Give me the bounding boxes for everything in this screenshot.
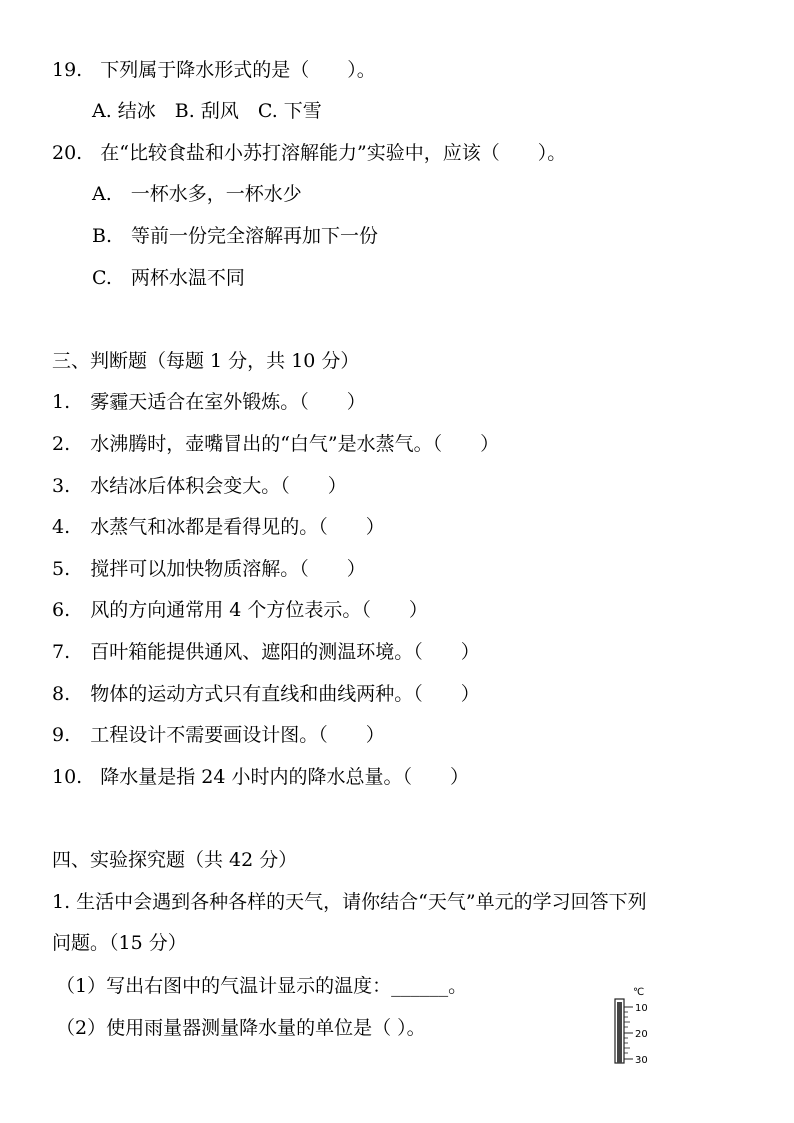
item-text: 水蒸气和冰都是看得见的。（ ） (90, 516, 385, 538)
question-number: 19. (52, 59, 83, 81)
item-number: 4. (52, 516, 71, 538)
question-19-options: A. 结冰 B. 刮风 C. 下雪 (92, 100, 322, 122)
experiment-q1-line2: 问题。（15 分） (52, 932, 187, 954)
judgement-item (52, 765, 469, 789)
item-number: 1. (52, 391, 71, 413)
item-number: 2. (52, 433, 71, 455)
judgement-item (52, 474, 347, 498)
item-number: 6. (52, 599, 71, 621)
experiment-q1-line1: 1. 生活中会遇到各种各样的天气，请你结合“天气”单元的学习回答下列 (52, 891, 647, 913)
item-text: 雾霾天适合在室外锻炼。（ ） (90, 391, 366, 413)
item-text: 风的方向通常用 4 个方位表示。（ ） (90, 599, 428, 621)
tick-label: 30 (635, 1055, 648, 1065)
judgement-item (52, 432, 499, 456)
question-number: 20. (52, 142, 83, 164)
item-text: 水沸腾时，壶嘴冒出的“白气”是水蒸气。（ ） (90, 433, 500, 455)
thermometer-unit: ℃ (633, 987, 645, 998)
option-b: B. 等前一份完全溶解再加下一份 (92, 225, 379, 247)
item-text: 搅拌可以加快物质溶解。（ ） (90, 558, 366, 580)
item-text: 水结冰后体积会变大。（ ） (90, 475, 347, 497)
tick-label: 20 (635, 1029, 648, 1040)
item-number: 8. (52, 683, 71, 705)
tick-label: 10 (635, 1003, 648, 1014)
item-text: 百叶箱能提供通风、遮阳的测温环境。（ ） (90, 641, 480, 663)
item-number: 5. (52, 558, 71, 580)
section-title-experiment: 四、实验探究题（共 42 分） (52, 849, 298, 871)
item-number: 10. (52, 766, 83, 788)
item-number: 9. (52, 724, 71, 746)
judgement-item (52, 557, 366, 581)
option-a: A. 一杯水多，一杯水少 (92, 183, 302, 205)
thermometer-icon (607, 985, 667, 1065)
section-title-judgement: 三、判断题（每题 1 分，共 10 分） (52, 350, 360, 372)
thermometer-figure (607, 985, 667, 1065)
judgement-item (52, 640, 480, 664)
judgement-item (52, 515, 385, 539)
item-number: 7. (52, 641, 71, 663)
sub-question-2: （2）使用雨量器测量降水量的单位是（ ）。 (56, 1017, 426, 1039)
judgement-item (52, 723, 385, 747)
judgement-item (52, 682, 480, 706)
question-19 (52, 58, 376, 82)
judgement-item (52, 390, 366, 414)
question-20 (52, 141, 566, 165)
sub-question-1: （1）写出右图中的气温计显示的温度：______。 (56, 975, 468, 997)
item-text: 物体的运动方式只有直线和曲线两种。（ ） (90, 683, 480, 705)
question-text: 下列属于降水形式的是（ ）。 (100, 59, 376, 81)
item-number: 3. (52, 475, 71, 497)
question-text: 在“比较食盐和小苏打溶解能力”实验中，应该（ ）。 (100, 142, 567, 164)
option-c: C. 两杯水温不同 (92, 267, 245, 289)
item-text: 工程设计不需要画设计图。（ ） (90, 724, 385, 746)
judgement-item (52, 598, 428, 622)
item-text: 降水量是指 24 小时内的降水总量。（ ） (100, 766, 470, 788)
